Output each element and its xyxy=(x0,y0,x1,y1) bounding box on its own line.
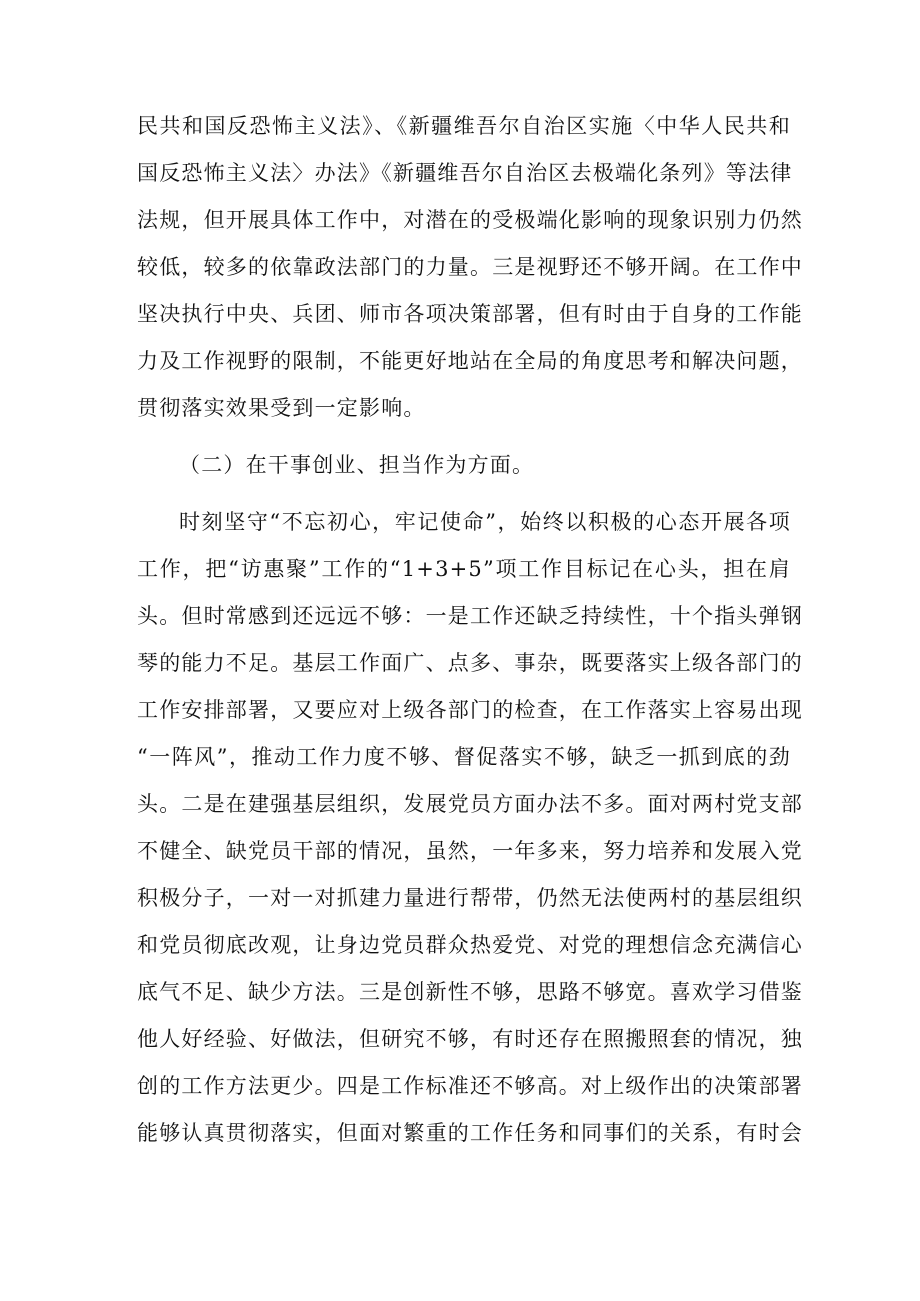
text-line: 力及工作视野的限制，不能更好地站在全局的角度思考和解决问题， xyxy=(137,349,803,373)
text-line: 较低，较多的依靠政法部门的力量。三是视野还不够开阔。在工作中 xyxy=(137,255,803,279)
text-line: 不健全、缺党员干部的情况，虽然，一年多来，努力培养和发展入党 xyxy=(137,839,803,863)
text-line: 工作安排部署，又要应对上级各部门的检查，在工作落实上容易出现 xyxy=(137,698,803,722)
text-line: 底气不足、缺少方法。三是创新性不够，思路不够宽。喜欢学习借鉴 xyxy=(137,980,803,1004)
text-line: “一阵风”，推动工作力度不够、督促落实不够，缺乏一抓到底的劲 xyxy=(137,745,791,769)
text-line: 坚决执行中央、兵团、师市各项决策部署，但有时由于自身的工作能 xyxy=(137,302,803,326)
text-line: 能够认真贯彻落实，但面对繁重的工作任务和同事们的关系，有时会 xyxy=(137,1121,803,1145)
text-line: 和党员彻底改观，让身边党员群众热爱党、对党的理想信念充满信心 xyxy=(137,933,803,957)
paragraph-body xyxy=(137,499,803,1157)
text-line: 国反恐怖主义法〉办法》《新疆维吾尔自治区去极端化条列》等法律 xyxy=(137,161,793,185)
section-heading xyxy=(137,442,791,489)
section-heading-text: （二）在干事创业、担当作为方面。 xyxy=(179,453,535,477)
text-line: 他人好经验、好做法，但研究不够，有时还存在照搬照套的情况，独 xyxy=(137,1027,803,1051)
text-line: 创的工作方法更少。四是工作标准还不够高。对上级作出的决策部署 xyxy=(137,1074,803,1098)
paragraph-continuation xyxy=(137,103,803,432)
text-line: 民共和国反恐怖主义法》、《新疆维吾尔自治区实施〈中华人民共和 xyxy=(137,114,791,138)
paragraph-gap xyxy=(137,432,791,442)
text-line: 时刻坚守“不忘初心，牢记使命”，始终以积极的心态开展各项 xyxy=(179,510,791,534)
text-line: 琴的能力不足。基层工作面广、点多、事杂，既要落实上级各部门的 xyxy=(137,651,803,675)
text-line: 头。二是在建强基层组织，发展党员方面办法不多。面对两村党支部 xyxy=(137,792,803,816)
text-line: 贯彻落实效果受到一定影响。 xyxy=(137,396,426,420)
text-line: 积极分子，一对一对抓建力量进行帮带，仍然无法使两村的基层组织 xyxy=(137,886,803,910)
text-line: 头。但时常感到还远远不够：一是工作还缺乏持续性，十个指头弹钢 xyxy=(137,604,803,628)
paragraph-gap xyxy=(137,489,791,499)
text-line: 工作，把“访惠聚”工作的“1+3+5”项工作目标记在心头，担在肩 xyxy=(137,557,791,581)
text-line: 法规，但开展具体工作中，对潜在的受极端化影响的现象识别力仍然 xyxy=(137,208,803,232)
document-body xyxy=(137,103,803,1157)
